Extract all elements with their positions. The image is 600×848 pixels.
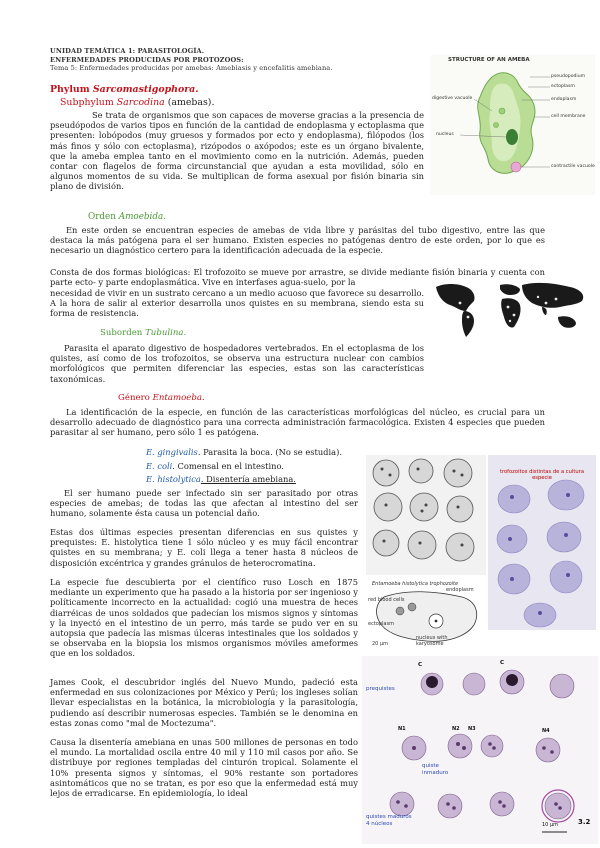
paragraph-pseudopodos: Se trata de organismos que son capaces de moverse gracias a la presencia de pseudópodos de varios tipos en función de la cantidad de endoplasma y ectoplasma que presenten: lobópodos (muy gruesos y formados por ecto y endoplasma), filópodos (los más finos y sólo con ectoplasma), rizópodos o axópodos; este es un órgano bivalente, que la ameba emplea tanto en el movimiento como en la nutrición. Además, pueden contar con flagelos de forma circunstancial que ayudan a esta movilidad, sólo en algunos momentos de su vida. Se multiplican de forma asexual por fisión binaria sin plano de división. [50,110,424,192]
paragraph-trofozoito-b: necesidad de vivir en un sustrato cercano a un medio acuoso que favorece su desarrollo. A la hora de salir al exterior desarrolla unos quistes en su membrana, siendo esta su forma de resistencia. [50,288,424,319]
ameba-structure-figure: STRUCTURE OF AN AMEBA pseudopodium ectoplasm endoplasm cell membrane digestive vacuole nucleus contractile vacuole [430,55,595,195]
world-distribution-map [430,277,595,340]
header-section: ENFERMEDADES PRODUCIDAS POR PROTOZOOS: [50,55,244,64]
paragraph-suborden: Parasita el aparato digestivo de hospedadores vertebrados. En el ectoplasma de los quistes, así como de los trofozoitos, se observa una estructura nuclear con cambios morfológicos que permiten diferenciar las especies, estas son las características taxonómicas. [50,343,424,384]
paragraph-quistes: Estas dos últimas especies presentan diferencias en sus quistes y prequistes: E. histolytica tiene 1 sólo núcleo y es muy fácil encontrar quistes en su membrana; y E. coli llega a tener hasta 8 núcleos de disposición excéntrica y grandes gránulos de heterocromatina. [50,527,358,568]
species-gingivalis: E. gingivalis. Parasita la boca. (No se estudia). [146,447,342,457]
histolytica-drawing: Entamoeba histolytica trophozoite endoplasm red blood cells ectoplasm nucleus with karyosome 20 µm [366,577,486,653]
header-topic: Tema 5: Enfermedades producidas por amebas: Amebiasis y encefalitis amebiana. [50,64,333,73]
genero-heading: Género Entamoeba. [118,393,205,403]
cyst-stages-figure: prequistes C C N1 N2 N3 N4 quiste inmaduro quistes maduros 4 núcleos 10 µm 3.2 [362,656,598,844]
suborden-heading: Suborden Tubulina. [100,328,187,338]
cyst-drawings [366,455,486,575]
trophozoite-caption: trofozoitos distintas de a cultura especie [499,469,585,481]
species-histolytica: E. histolytica. Disentería amebiana. [146,474,296,484]
paragraph-trofozoito-a: Consta de dos formas biológicas: El trofozoito se mueve por arrastre, se divide mediante fisión binaria y cuenta con parte ecto- y parte endoplasmática. Vive en interfases agua-suelo, por la [50,267,545,288]
species-list [146,446,366,487]
ameba-nucleus [506,129,518,145]
species-coli: E. coli. Comensal en el intestino. [146,460,284,471]
phylum-heading: Phylum Sarcomastigophora. [50,84,199,95]
paragraph-genero: La identificación de la especie, en función de las características morfológicas del núcleo, es crucial para un desarrollo adecuado de diagnóstico para una correcta administración farmacológica. Existen 4 especies que pueden parasitar al ser humano, pero sólo 1 es patógena. [50,407,545,438]
paragraph-cook: James Cook, el descubridor inglés del Nuevo Mundo, padeció esta enfermedad en sus colonizaciones por México y Perú; los ingleses solían llevar especialistas en la botánica, la microbiología y la parasitología, pudiendo así describir numerosas especies. También se le denomina en estas zonas como "mal de Moctezuma". [50,677,358,728]
trophozoite-stain-panel [488,455,596,630]
doc-header [50,47,430,73]
subphylum-heading: Subphylum Sarcodina (amebas). [60,97,215,108]
paragraph-losch: La especie fue descubierta por el científico ruso Losch en 1875 mediante un experimento que ha pasado a la historia por ser ingenioso y políticamente incorrecto en la actualidad: cogió una muestra de heces diarréicas de unos soldados que padecían los mismos signos y síntomas y la inyectó en el intestino de un perro, más tarde se pudo ver en su autopsia que padecía las mismas úlceras intestinales que los soldados y se observaba en la biopsia los mismos organismos móviles ameformes que en los soldados. [50,577,358,659]
trophozoite-cells [488,455,596,630]
paragraph-orden: En este orden se encuentran especies de amebas de vida libre y parásitas del tubo digestivo, entre las que destaca la más patógena para el ser humano. Existen especies no patógenas dentro de este orden, por lo que es necesario un diagnóstico certero para la identificación adecuada de la especie. [50,225,545,256]
orden-heading: Orden Amoebida. [88,212,167,222]
micrograph-panel [366,455,596,653]
paragraph-infection: El ser humano puede ser infectado sin ser parasitado por otras especies de amebas; de todas las que afectan al intestino del ser humano, solamente ésta causa un potencial daño. [50,488,358,519]
paragraph-epidemiology: Causa la disentería amebiana en unas 500 millones de personas en todo el mundo. La mortalidad oscila entre 40 mil y 110 mil casos por año. Se distribuye por regiones templadas del cinturón tropical. Solamente el 10% presenta signos y síntomas, el 90% restante son portadores asintomáticos que no se tratan, es por eso que la enfermedad está muy lejos de erradicarse. En epidemiología, lo ideal [50,737,358,799]
world-map-illustration [430,277,595,340]
header-unit: UNIDAD TEMÁTICA 1: PARASITOLOGÍA. [50,47,205,55]
ameba-figure-title: STRUCTURE OF AN AMEBA [448,57,530,63]
